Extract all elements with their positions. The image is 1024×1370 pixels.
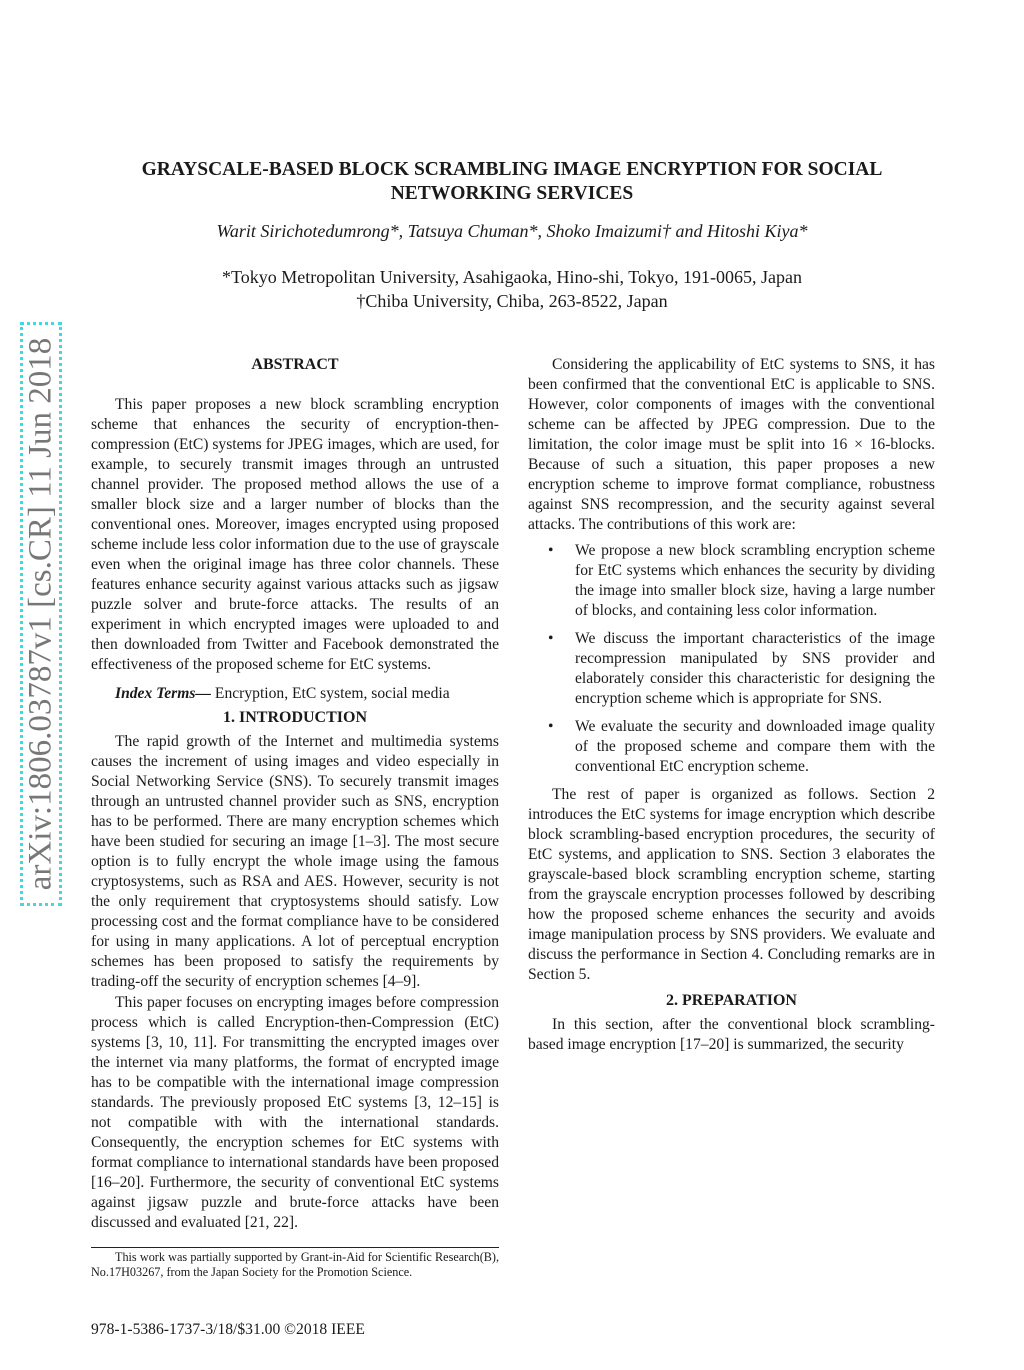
title-line: NETWORKING SERVICES: [390, 183, 634, 204]
abstract-heading: ABSTRACT: [251, 356, 339, 373]
bullet-text: We propose a new block scrambling encryption scheme for EtC systems which enhances the security by dividing the image into smaller block size, having a large number of blocks, and containing less color information.: [575, 542, 935, 619]
authors: Warit Sirichotedumrong*, Tatsuya Chuman*, Shoko Imaizumi† and Hitoshi Kiya*: [216, 221, 808, 241]
bullet-icon: •: [548, 718, 554, 735]
paragraph: In this section, after the conventional block scrambling-based image encryption [17–20] is summarized, the security: [528, 1016, 935, 1053]
paper-title: [60, 158, 964, 206]
bullet-text: We evaluate the security and downloaded image quality of the proposed scheme and compare them with the conventional EtC encryption scheme.: [575, 718, 935, 775]
title-line: GRAYSCALE-BASED BLOCK SCRAMBLING IMAGE ENCRYPTION FOR SOCIAL: [141, 159, 883, 180]
bullet-item: [528, 717, 935, 777]
index-terms: [91, 684, 499, 704]
footnote: [91, 1247, 499, 1280]
affiliation: †Chiba University, Chiba, 263-8522, Japan: [356, 291, 668, 311]
bullet-item: [528, 629, 935, 709]
right-column: [528, 355, 935, 1055]
section-heading: 1. INTRODUCTION: [222, 709, 367, 726]
paragraph: The rapid growth of the Internet and multimedia systems causes the increment of using images and video especially in Social Networking Service (SNS). To securely transmit images through an untrusted channel provider such as SNS, encryption has to be performed. There are many encryption schemes which have been studied for securing an image [1–3]. The most secure option is to fully encrypt the whole image using the famous cryptosystems, such as RSA and AES. However, security is not the only requirement that cryptosystems should satisfy. Low processing cost and the format compliance have to be considered for using in many applications. A lot of perceptual encryption schemes has been proposed to satisfy the requirements by trading-off the security of encryption schemes [4–9].: [91, 733, 499, 990]
paragraph: The rest of paper is organized as follows. Section 2 introduces the EtC systems for image encryption which describe block scrambling-based encryption procedures, the security of EtC systems, and application to SNS. Section 3 elaborates the grayscale-based block scrambling encryption scheme, starting from the grayscale encryption processes followed by describing how the proposed scheme enhances the security and avoids image manipulation process by SNS providers. We evaluate and discuss the performance in Section 4. Concluding remarks are in Section 5.: [528, 786, 935, 983]
paragraph: Considering the applicability of EtC systems to SNS, it has been confirmed that the conventional EtC is applicable to SNS. However, color components of images with the conventional scheme can be affected by JPEG compression. Due to the limitation, the color image must be split into 16 × 16-blocks. Because of such a situation, this paper proposes a new encryption scheme to improve format compliance, robustness against SNS recompression, and the security against several attacks. The contributions of this work are:: [528, 356, 935, 533]
bullet-item: [528, 541, 935, 621]
section-heading: 2. PREPARATION: [666, 992, 797, 1009]
copyright-line: 978-1-5386-1737-3/18/$31.00 ©2018 IEEE: [91, 1321, 365, 1338]
paragraph: This paper focuses on encrypting images before compression process which is called Encryption-then-Compression (EtC) systems [3, 10, 11]. For transmitting the encrypted images over the internet via many platforms, the format of encrypted image has to be compatible with the international image compression standards. The previously proposed EtC systems [3, 12–15] is not compatible with with the international standards. Consequently, the encryption schemes for EtC systems with format compliance to international standards have been proposed [16–20]. Furthermore, the security of conventional EtC systems against jigsaw puzzle and brute-force attacks have been discussed and evaluated [21, 22].: [91, 994, 499, 1231]
arxiv-stamp: [20, 322, 62, 906]
index-terms-text: Encryption, EtC system, social media: [211, 685, 450, 702]
index-terms-label: Index Terms—: [115, 685, 212, 702]
footnote-text: This work was partially supported by Grant-in-Aid for Scientific Research(B), No.17H03267, from the Japan Society for the Promotion Science.: [91, 1250, 499, 1279]
bullet-icon: •: [548, 630, 554, 647]
bullet-icon: •: [548, 542, 554, 559]
arxiv-id: arXiv:1806.03787v1 [cs.CR] 11 Jun 2018: [22, 337, 59, 891]
left-column: [91, 355, 499, 1340]
affiliation: *Tokyo Metropolitan University, Asahigaoka, Hino-shi, Tokyo, 191-0065, Japan: [222, 267, 802, 287]
abstract-text: This paper proposes a new block scrambling encryption scheme that enhances the security of encryption-then-compression (EtC) systems for JPEG images, which are used, for example, to securely transmit images through an untrusted channel provider. The proposed method allows the use of a smaller block size and a larger number of blocks than the conventional ones. Moreover, images encrypted using proposed scheme include less color information due to the use of grayscale even when the original image has three color channels. These features enhance security against various attacks such as jigsaw puzzle solver and brute-force attacks. The results of an experiment in which encrypted images were uploaded to and then downloaded from Twitter and Facebook demonstrated the effectiveness of the proposed scheme for EtC systems.: [91, 396, 499, 673]
body-columns: [91, 355, 935, 1340]
bullet-text: We discuss the important characteristics of the image recompression manipulated by SNS provider and elaborately consider this characteristic for designing the encryption scheme which is appropriate for SNS.: [575, 630, 935, 707]
